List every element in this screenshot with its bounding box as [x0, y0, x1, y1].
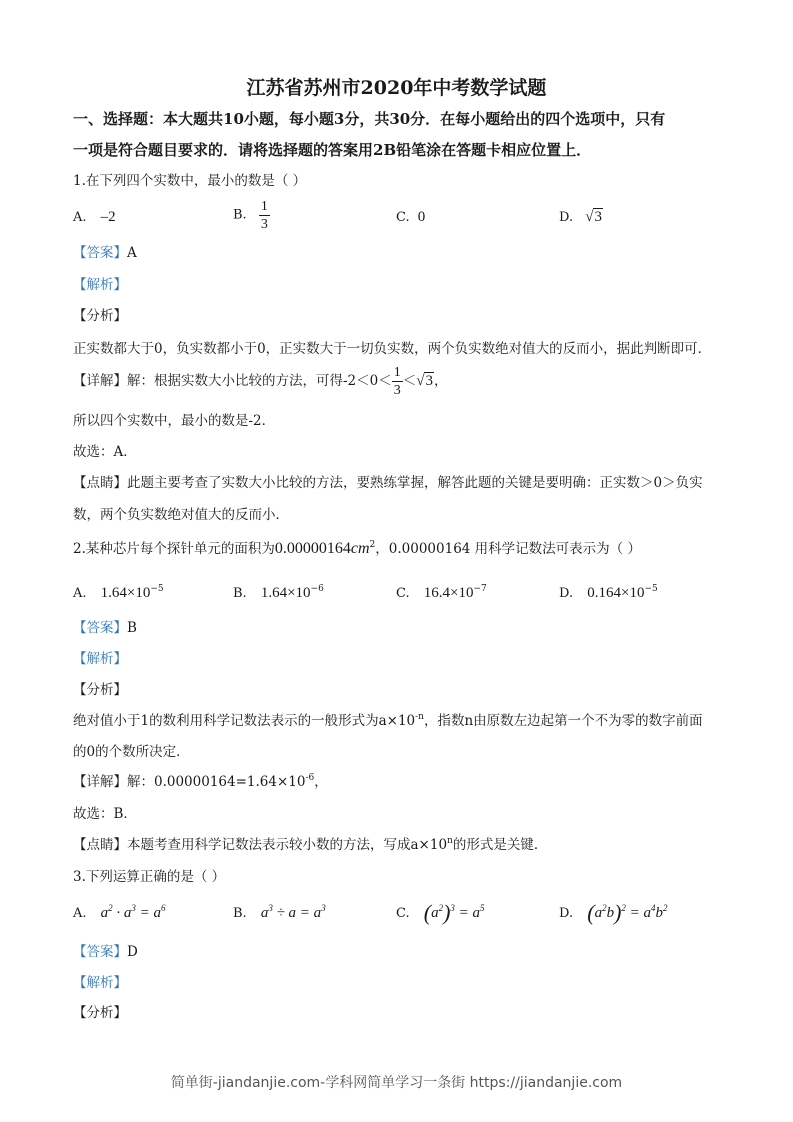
- q2-stem-pre: 2.某种芯片每个探针单元的面积为: [73, 541, 275, 557]
- q2-option-c-exp: −7: [473, 584, 487, 594]
- q2-review-pre: 本题考查用科学记数法表示较小数的方法，写成a×10: [127, 837, 448, 853]
- q1-option-c-label: C.: [396, 210, 410, 225]
- q1-review-tag: 【点睛】: [73, 475, 127, 491]
- q3-analysis-tag: 【解析】: [73, 975, 127, 991]
- q1-option-a-label: A.: [73, 210, 87, 225]
- q1-option-d-label: D.: [559, 210, 574, 225]
- q2-stem-post: ，0.00000164 用科学记数法可表示为（ ）: [375, 541, 641, 557]
- q2-choose: 故选：B．: [73, 806, 137, 822]
- q1-conclusion: 所以四个实数中，最小的数是-2．: [73, 413, 276, 429]
- q1-detail-radicand: 3: [425, 373, 433, 389]
- q1-review-text1: 此题主要考查了实数大小比较的方法，要熟练掌握，解答此题的关键是要明确：正实数＞0＞负实: [127, 475, 703, 491]
- q2-option-b-exp: −6: [310, 584, 324, 594]
- q1-option-d: [559, 208, 603, 227]
- q1-detail-post: ，: [433, 373, 448, 389]
- q2-fenxi-tag: 【分析】: [73, 682, 127, 698]
- q3-option-c: [396, 900, 485, 925]
- q3-fenxi-tag: 【分析】: [73, 1005, 127, 1021]
- q2-stem-unit-exp: 2: [369, 540, 376, 550]
- q2-option-a-label: A.: [73, 586, 87, 601]
- q1-review-line2: 数，两个负实数绝对值大的反而小．: [73, 507, 289, 523]
- q2-detail-tag: 【详解】: [73, 774, 127, 790]
- q2-detail-exp: -6: [305, 773, 315, 783]
- q2-analysis-tag: 【解析】: [73, 651, 127, 667]
- q1-answer: [73, 244, 137, 262]
- q3-option-d-expr: $(a^2b)^2 = a^4b^2$: [587, 900, 668, 925]
- q2-answer-tag: 【答案】: [73, 620, 127, 636]
- q3-option-c-expr: $(a^2)^3 = a^5$: [423, 900, 485, 925]
- q2-option-b-label: B.: [233, 586, 247, 601]
- q3-option-a-label: A.: [73, 906, 87, 921]
- q2-option-c-base: 16.4×10: [423, 585, 474, 601]
- q2-review-tag: 【点睛】: [73, 837, 127, 853]
- q2-option-d-base: 0.164×10: [587, 585, 645, 601]
- q3-option-b: [233, 904, 326, 923]
- q1-option-d-radicand: 3: [594, 209, 602, 225]
- q3-stem: 3.下列运算正确的是（ ）: [73, 869, 226, 885]
- q3-option-a-expr: $a^2 \cdot a^3 = a^6$: [100, 903, 166, 921]
- q1-option-c-value: 0: [417, 209, 426, 225]
- q2-option-b: [233, 584, 324, 603]
- q2-option-d-label: D.: [559, 586, 574, 601]
- q3-answer-tag: 【答案】: [73, 944, 127, 960]
- q1-detail-fraction: [392, 364, 403, 399]
- q3-option-d: [559, 900, 668, 925]
- q3-answer: [73, 943, 138, 961]
- q2-answer-value: B: [127, 620, 137, 636]
- page-title: 江苏省苏州市2020年中考数学试题: [246, 77, 547, 99]
- q1-detail-pre: 解：根据实数大小比较的方法，可得-2＜0＜: [127, 373, 392, 389]
- q1-answer-value: A: [127, 245, 137, 261]
- q2-option-a: [73, 584, 164, 603]
- q2-fenxi-post: ，指数n由原数左边起第一个不为零的数字前面: [423, 713, 703, 729]
- q3-option-c-label: C.: [396, 906, 410, 921]
- q1-option-b-label: B.: [233, 207, 247, 223]
- q2-fenxi-line1: [73, 712, 703, 730]
- q3-option-a: [73, 904, 166, 923]
- q2-answer: [73, 619, 137, 637]
- q1-option-b: [233, 198, 270, 233]
- q1-option-c: [396, 208, 425, 227]
- q2-fenxi-exp: -n: [415, 712, 424, 722]
- q1-choose: 故选：A．: [73, 444, 137, 460]
- q1-option-b-denominator: 3: [260, 217, 268, 232]
- page-footer: 简单街-jiandanjie.com-学科网简单学习一条街 https://jiandanjie.com: [170, 1075, 623, 1091]
- q3-option-b-expr: $a^3 \div a = a^3$: [260, 903, 326, 921]
- q1-detail: [73, 362, 447, 400]
- q1-fenxi-tag: 【分析】: [73, 308, 127, 324]
- q2-option-c: [396, 584, 487, 603]
- q2-option-a-exp: −5: [150, 584, 164, 594]
- section-heading-line1: 一、选择题：本大题共10小题，每小题3分，共30分．在每小题给出的四个选项中，只有: [73, 110, 666, 128]
- q3-answer-value: D: [127, 944, 138, 960]
- q2-review: [73, 836, 547, 854]
- q2-option-d: [559, 584, 658, 603]
- q1-review-line1: [73, 474, 703, 492]
- q1-detail-numerator: 1: [393, 365, 401, 380]
- q2-fenxi-pre: 绝对值小于1的数利用科学记数法表示的一般形式为a×10: [73, 713, 416, 729]
- q1-option-b-numerator: 1: [260, 199, 268, 214]
- q2-option-d-exp: −5: [644, 584, 658, 594]
- q2-detail-post: ，: [314, 774, 328, 790]
- q1-answer-tag: 【答案】: [73, 245, 127, 261]
- q3-option-b-label: B.: [233, 906, 247, 921]
- q1-stem: 1.在下列四个实数中，最小的数是（ ）: [73, 173, 307, 189]
- q1-option-a-value: –2: [100, 209, 116, 225]
- q2-detail-pre: 解：0.00000164=1.64×10: [127, 774, 306, 790]
- q2-option-b-base: 1.64×10: [260, 585, 311, 601]
- q1-detail-tag: 【详解】: [73, 373, 127, 389]
- q1-detail-lt: ＜: [402, 373, 417, 389]
- q2-stem-unit: cm: [350, 540, 370, 557]
- q1-analysis-tag: 【解析】: [73, 277, 127, 293]
- q1-detail-denominator: 3: [393, 383, 401, 398]
- q2-review-exp: n: [447, 836, 453, 846]
- q1-option-d-sqrt: √3: [585, 209, 602, 225]
- q1-fenxi-text: 正实数都大于0，负实数都小于0，正实数大于一切负实数，两个负实数绝对值大的反而小，据此判断即可．: [73, 341, 712, 357]
- q1-detail-sqrt: √3: [416, 373, 433, 389]
- q2-fenxi-line2: 的0的个数所决定．: [73, 744, 190, 760]
- q2-detail: [73, 773, 328, 791]
- q1-option-a: [73, 208, 116, 227]
- q2-option-a-base: 1.64×10: [100, 585, 151, 601]
- q2-option-c-label: C.: [396, 586, 410, 601]
- q2-stem: [73, 540, 641, 558]
- section-heading-line2: 一项是符合题目要求的．请将选择题的答案用2B铅笔涂在答题卡相应位置上．: [73, 141, 592, 159]
- q2-review-post: 的形式是关键．: [452, 837, 548, 853]
- q1-option-b-fraction: [259, 198, 270, 233]
- q2-stem-value: 0.00000164: [274, 540, 351, 557]
- q3-option-d-label: D.: [559, 906, 574, 921]
